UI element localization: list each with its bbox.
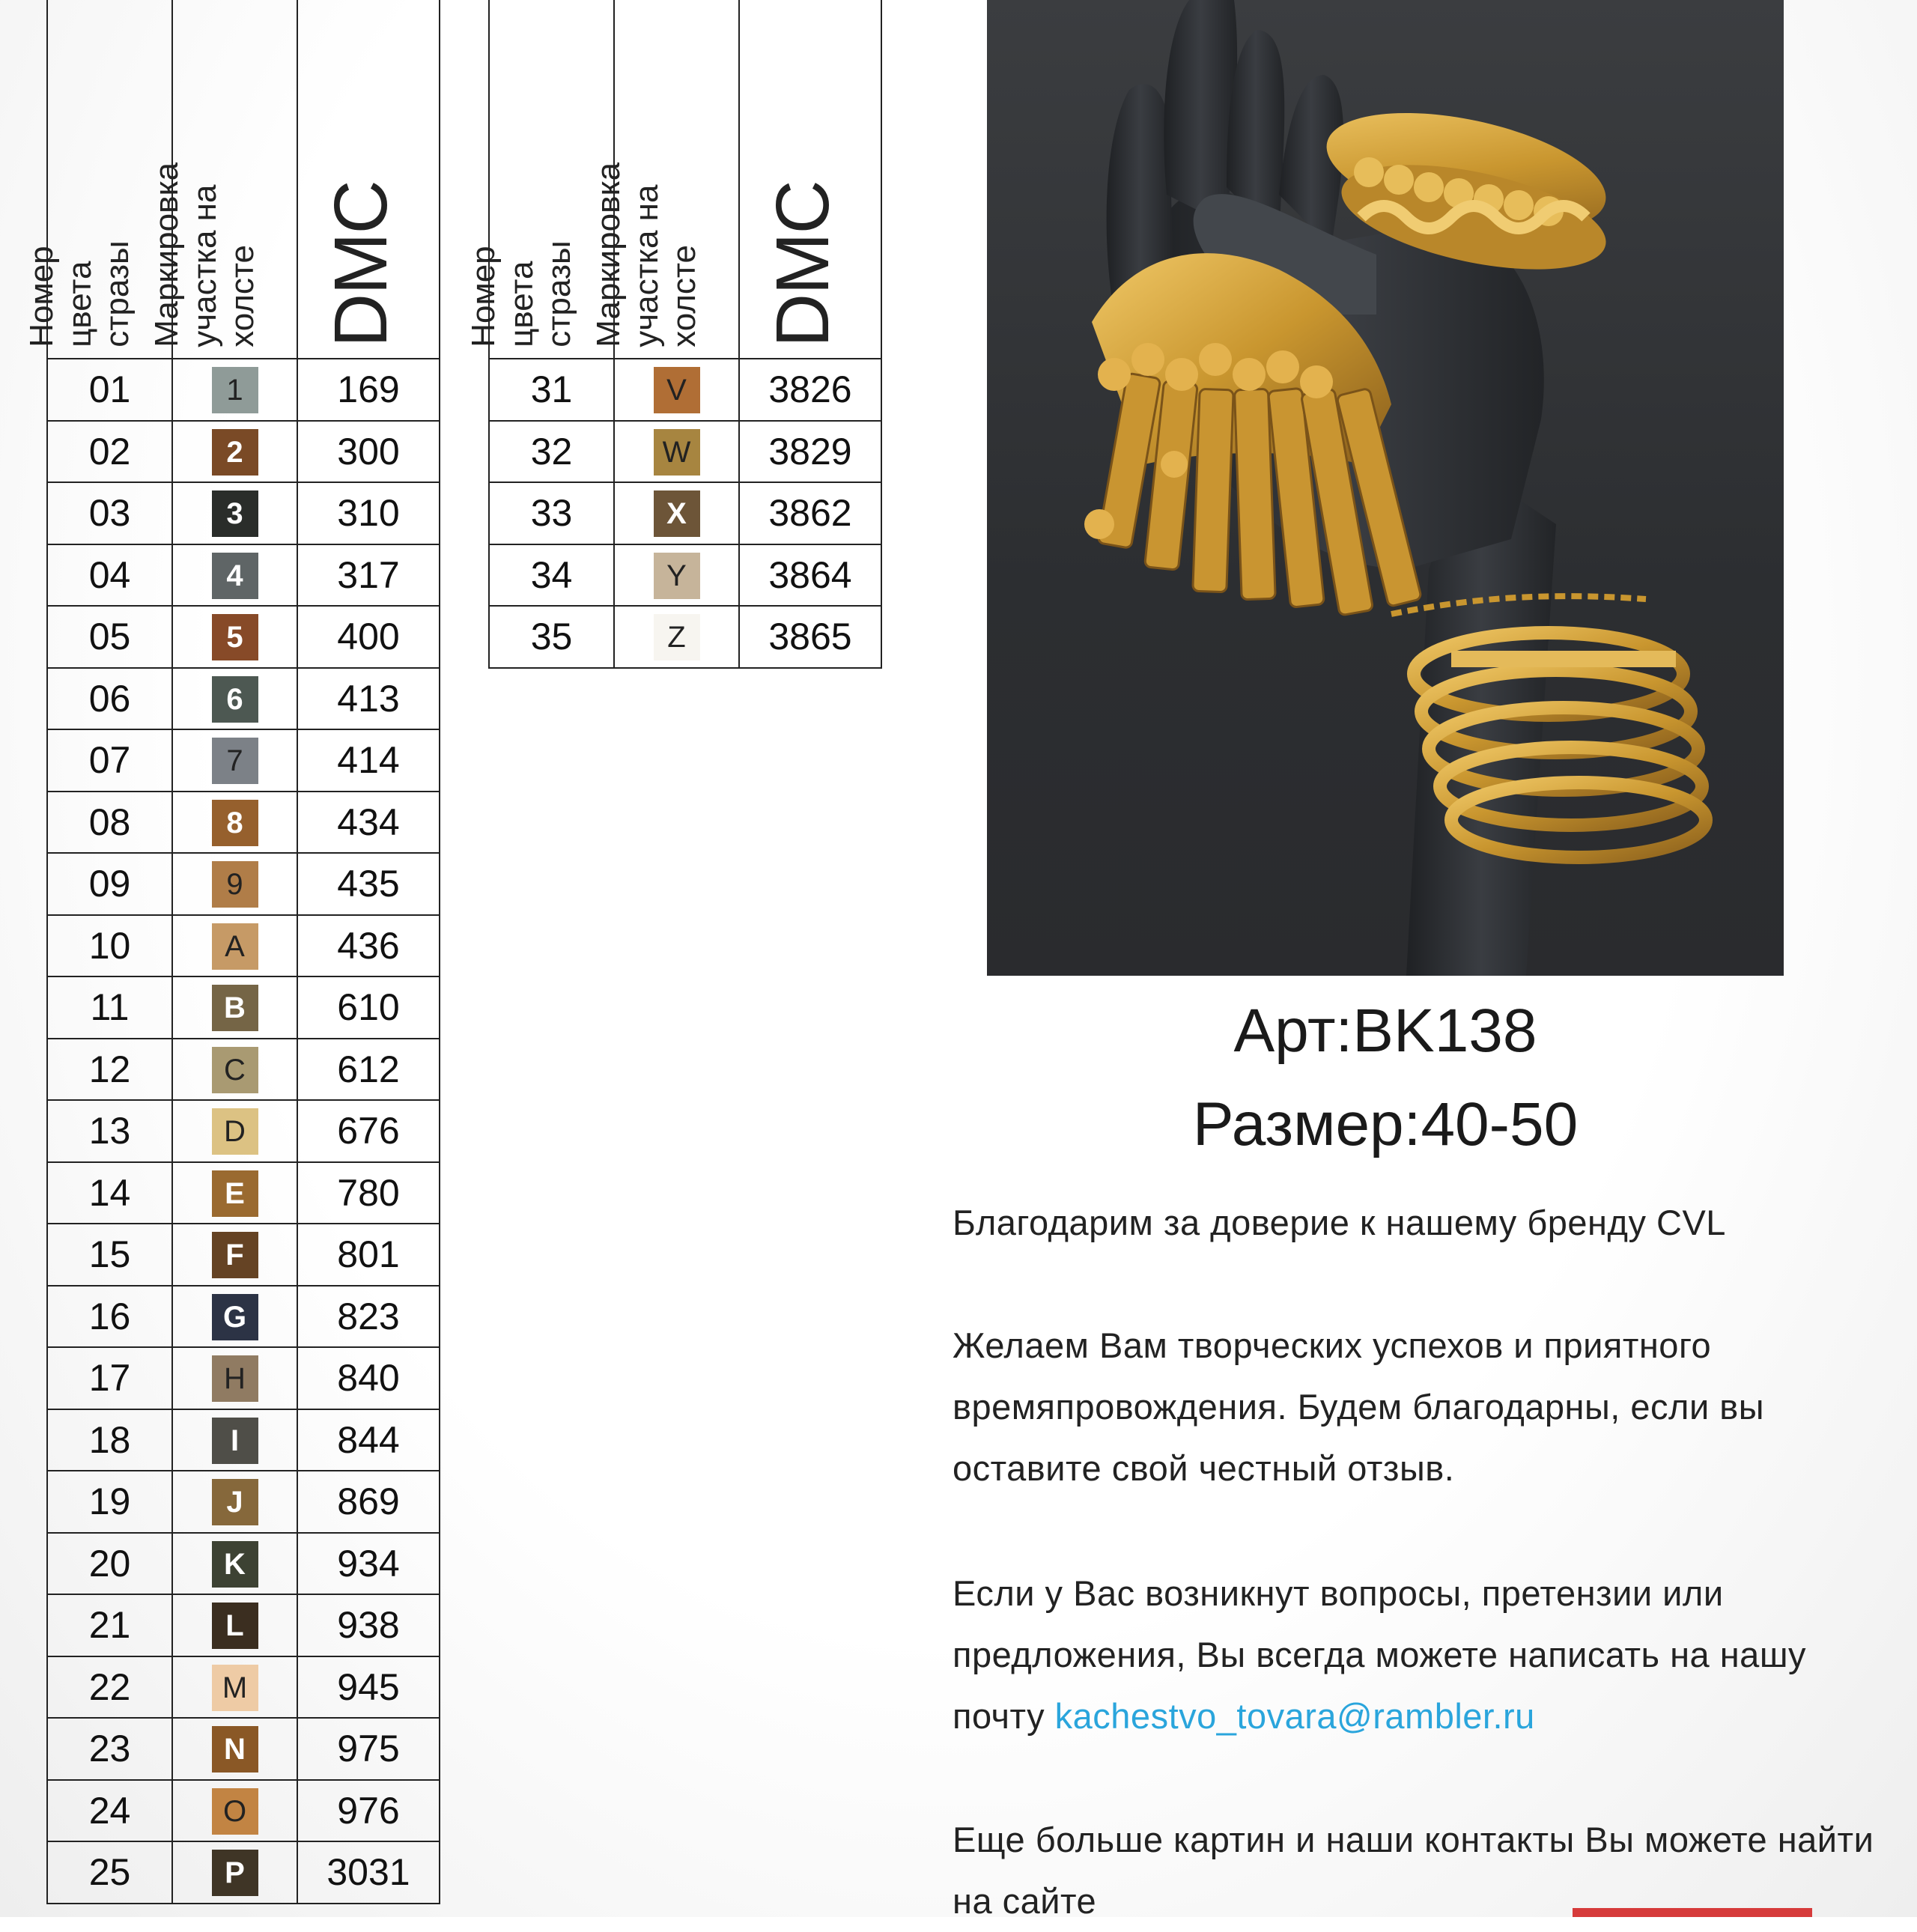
legend-row [47, 482, 440, 544]
marking-cell [172, 1841, 297, 1904]
dmc-code-cell: 414 [297, 729, 440, 792]
marking-cell [614, 421, 739, 483]
marking-cell [614, 544, 739, 607]
dmc-code-cell: 840 [297, 1347, 440, 1409]
color-number-cell: 20 [47, 1533, 172, 1595]
color-number-cell: 22 [47, 1656, 172, 1719]
marking-cell [172, 1409, 297, 1471]
marking-cell [172, 482, 297, 544]
color-swatch: G [212, 1294, 258, 1340]
marking-cell [172, 1780, 297, 1842]
color-swatch: X [654, 490, 700, 537]
legend-row [47, 668, 440, 730]
marking-cell [172, 421, 297, 483]
color-swatch: 1 [212, 367, 258, 413]
color-swatch: 6 [212, 676, 258, 723]
dmc-code-cell: 3826 [739, 359, 881, 421]
color-number-cell: 05 [47, 606, 172, 668]
legend-row [47, 1841, 440, 1904]
legend-row [489, 482, 881, 544]
legend-row [47, 606, 440, 668]
legend-row [489, 359, 881, 421]
legend-body-left [47, 359, 440, 1904]
thanks-text: Благодарим за доверие к нашему бренду CVL [953, 1203, 1726, 1242]
color-number-cell: 21 [47, 1594, 172, 1656]
marking-cell [172, 1656, 297, 1719]
color-swatch: 2 [212, 429, 258, 476]
legend-header-row [47, 0, 440, 359]
legend-body-right [489, 359, 881, 668]
dmc-code-cell: 844 [297, 1409, 440, 1471]
legend-row [47, 1347, 440, 1409]
marking-cell [172, 792, 297, 854]
header-dmc-label: DMC [319, 181, 403, 347]
color-number-cell: 01 [47, 359, 172, 421]
color-number-cell: 18 [47, 1409, 172, 1471]
marking-cell [172, 853, 297, 915]
color-number-cell: 02 [47, 421, 172, 483]
color-swatch: A [212, 923, 258, 970]
marking-cell [172, 729, 297, 792]
marking-cell [172, 1471, 297, 1533]
dmc-code-cell: 976 [297, 1780, 440, 1842]
legend-row [47, 1409, 440, 1471]
color-swatch: 7 [212, 738, 258, 784]
legend-row [47, 1533, 440, 1595]
color-number-cell: 23 [47, 1718, 172, 1780]
article-code: Арт:BK138 [1233, 997, 1537, 1065]
dmc-code-cell: 169 [297, 359, 440, 421]
dmc-code-cell: 938 [297, 1594, 440, 1656]
legend-row [47, 976, 440, 1039]
marking-cell [172, 976, 297, 1039]
color-number-cell: 14 [47, 1162, 172, 1224]
color-number-cell: 24 [47, 1780, 172, 1842]
header-canvas-marking [148, 0, 297, 359]
legend-row [47, 792, 440, 854]
more-info-text: Еще больше картин и наши контакты Вы можете найти на сайте [953, 1820, 1874, 1921]
marking-cell [172, 1594, 297, 1656]
questions-text: Если у Вас возникнут вопросы, претензии или предложения, Вы всегда можете написать на нашу почту [953, 1573, 1807, 1736]
marking-cell [172, 1100, 297, 1162]
color-number-cell: 35 [489, 606, 614, 668]
marking-cell [172, 1162, 297, 1224]
legend-row [47, 1224, 440, 1286]
legend-row [489, 421, 881, 483]
dmc-code-cell: 975 [297, 1718, 440, 1780]
color-swatch: E [212, 1170, 258, 1217]
marking-cell [172, 606, 297, 668]
color-swatch: I [212, 1418, 258, 1464]
color-number-cell: 15 [47, 1224, 172, 1286]
dmc-code-cell: 780 [297, 1162, 440, 1224]
color-swatch: J [212, 1479, 258, 1525]
header-canvas-marking-label: Маркировка участка на холсте [148, 162, 261, 347]
legend-row [47, 1594, 440, 1656]
marking-cell [172, 1286, 297, 1348]
marking-cell [172, 359, 297, 421]
legend-row [47, 421, 440, 483]
dmc-code-cell: 869 [297, 1471, 440, 1533]
canvas-size: Размер:40-50 [1192, 1090, 1579, 1158]
legend-row [47, 853, 440, 915]
color-number-cell: 11 [47, 976, 172, 1039]
color-swatch: P [212, 1850, 258, 1896]
color-number-cell: 13 [47, 1100, 172, 1162]
dmc-code-cell: 3862 [739, 482, 881, 544]
color-swatch: D [212, 1108, 258, 1155]
header-canvas-marking [589, 0, 739, 359]
color-number-cell: 31 [489, 359, 614, 421]
legend-row [489, 606, 881, 668]
color-swatch: N [212, 1726, 258, 1772]
color-swatch: L [212, 1603, 258, 1649]
color-number-cell: 07 [47, 729, 172, 792]
color-legend-table-right [464, 0, 882, 669]
questions-paragraph [953, 1563, 1881, 1747]
color-swatch: 9 [212, 861, 258, 908]
color-number-cell: 34 [489, 544, 614, 607]
marking-cell [172, 1347, 297, 1409]
marking-cell [172, 668, 297, 730]
legend-row [47, 729, 440, 792]
legend-row [47, 544, 440, 607]
legend-row [47, 1656, 440, 1719]
legend-row [47, 1039, 440, 1101]
color-swatch: 4 [212, 553, 258, 599]
dmc-code-cell: 676 [297, 1100, 440, 1162]
color-number-cell: 16 [47, 1286, 172, 1348]
dmc-code-cell: 3031 [297, 1841, 440, 1904]
dmc-code-cell: 310 [297, 482, 440, 544]
color-number-cell: 03 [47, 482, 172, 544]
dmc-code-cell: 610 [297, 976, 440, 1039]
support-email-link[interactable]: kachestvo_tovara@rambler.ru [1054, 1696, 1535, 1736]
brand-logo-strip [1573, 1908, 1812, 1917]
dmc-code-cell: 436 [297, 915, 440, 977]
color-swatch: 3 [212, 490, 258, 537]
legend-header-row [489, 0, 881, 359]
legend-row [489, 544, 881, 607]
color-swatch: 8 [212, 800, 258, 846]
dmc-code-cell: 3864 [739, 544, 881, 607]
marking-cell [614, 359, 739, 421]
hand-with-gold-bracelets-illustration [987, 0, 1784, 976]
color-swatch: F [212, 1232, 258, 1278]
legend-row [47, 1162, 440, 1224]
color-number-cell: 25 [47, 1841, 172, 1904]
dmc-code-cell: 945 [297, 1656, 440, 1719]
color-number-cell: 08 [47, 792, 172, 854]
marking-cell [172, 1533, 297, 1595]
color-swatch: Z [654, 614, 700, 660]
legend-row [47, 359, 440, 421]
color-number-cell: 09 [47, 853, 172, 915]
color-swatch: H [212, 1355, 258, 1402]
legend-row [47, 1718, 440, 1780]
dmc-code-cell: 612 [297, 1039, 440, 1101]
legend-row [47, 1100, 440, 1162]
color-swatch: B [212, 985, 258, 1031]
color-swatch: K [212, 1541, 258, 1588]
dmc-code-cell: 413 [297, 668, 440, 730]
legend-row [47, 1286, 440, 1348]
marking-cell [172, 1039, 297, 1101]
color-swatch: M [212, 1665, 258, 1711]
color-swatch: Y [654, 553, 700, 599]
dmc-code-cell: 300 [297, 421, 440, 483]
marking-cell [172, 915, 297, 977]
wish-text: Желаем Вам творческих успехов и приятного времяпровождения. Будем благодарны, если вы оставите свой честный отзыв. [953, 1325, 1765, 1488]
legend-row [47, 915, 440, 977]
header-dmc [739, 0, 881, 359]
color-number-cell: 33 [489, 482, 614, 544]
color-legend-table-left [22, 0, 440, 1904]
dmc-code-cell: 3829 [739, 421, 881, 483]
color-swatch: 5 [212, 614, 258, 660]
header-canvas-marking-label: Маркировка участка на холсте [589, 162, 702, 347]
marking-cell [614, 482, 739, 544]
dmc-code-cell: 823 [297, 1286, 440, 1348]
legend-row [47, 1471, 440, 1533]
dmc-code-cell: 400 [297, 606, 440, 668]
dmc-code-cell: 934 [297, 1533, 440, 1595]
legend-row [47, 1780, 440, 1842]
color-number-cell: 06 [47, 668, 172, 730]
product-photo [987, 0, 1784, 976]
color-swatch: C [212, 1047, 258, 1093]
marking-cell [172, 1718, 297, 1780]
color-number-cell: 04 [47, 544, 172, 607]
marking-cell [172, 544, 297, 607]
header-dmc-label: DMC [761, 181, 845, 347]
color-swatch: O [212, 1788, 258, 1835]
header-color-number-label: Номер цвета стразы [464, 240, 577, 347]
color-number-cell: 17 [47, 1347, 172, 1409]
marking-cell [614, 606, 739, 668]
dmc-code-cell: 435 [297, 853, 440, 915]
color-number-cell: 19 [47, 1471, 172, 1533]
header-color-number-label: Номер цвета стразы [22, 240, 136, 347]
dmc-code-cell: 3865 [739, 606, 881, 668]
color-number-cell: 10 [47, 915, 172, 977]
dmc-code-cell: 801 [297, 1224, 440, 1286]
color-number-cell: 12 [47, 1039, 172, 1101]
marking-cell [172, 1224, 297, 1286]
header-dmc [297, 0, 440, 359]
color-number-cell: 32 [489, 421, 614, 483]
dmc-code-cell: 434 [297, 792, 440, 854]
dmc-code-cell: 317 [297, 544, 440, 607]
color-swatch: W [654, 429, 700, 476]
color-swatch: V [654, 367, 700, 413]
